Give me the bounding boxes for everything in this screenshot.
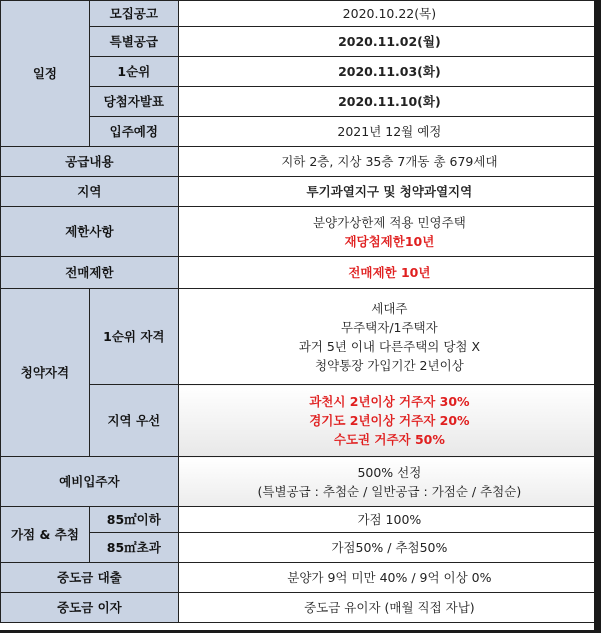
interest-label: 중도금 이자	[1, 593, 179, 623]
loan-value: 분양가 9억 미만 40% / 9억 이상 0%	[178, 563, 600, 593]
eligibility-first-line-1: 세대주	[371, 300, 408, 316]
eligibility-first-label: 1순위 자격	[89, 289, 178, 385]
reserve-value	[178, 457, 600, 507]
schedule-label-winner: 당첨자발표	[89, 87, 178, 117]
eligibility-first-value	[178, 289, 600, 385]
restriction-line-1: 분양가상한제 적용 민영주택	[312, 214, 466, 230]
eligibility-priority-value	[178, 385, 600, 457]
region-value: 투기과열지구 및 청약과열지역	[178, 177, 600, 207]
right-border-strip	[594, 0, 601, 633]
eligibility-priority-label: 지역 우선	[89, 385, 178, 457]
resale-text: 전매제한 10년	[348, 265, 431, 280]
points-value-small: 가점 100%	[178, 507, 600, 533]
eligibility-first-line-4: 청약통장 가입기간 2년이상	[315, 357, 464, 373]
supply-label: 공급내용	[1, 147, 179, 177]
resale-value	[178, 257, 600, 289]
schedule-value-movein: 2021년 12월 예정	[178, 117, 600, 147]
interest-value: 중도금 유이자 (매월 직접 자납)	[178, 593, 600, 623]
reserve-line-2: (특별공급 : 추첨순 / 일반공급 : 가점순 / 추첨순)	[257, 483, 522, 499]
priority-line-2: 경기도 2년이상 거주자 20%	[309, 413, 470, 428]
schedule-label-notice: 모집공고	[89, 1, 178, 27]
region-label: 지역	[1, 177, 179, 207]
reserve-label: 예비입주자	[1, 457, 179, 507]
points-label-large: 85㎡초과	[89, 533, 178, 563]
schedule-label-special: 특별공급	[89, 27, 178, 57]
schedule-value-first: 2020.11.03(화)	[178, 57, 600, 87]
eligibility-first-line-2: 무주택자/1주택자	[341, 319, 438, 335]
schedule-value-special: 2020.11.02(월)	[178, 27, 600, 57]
schedule-value-notice: 2020.10.22(목)	[178, 1, 600, 27]
schedule-label-movein: 입주예정	[89, 117, 178, 147]
eligibility-group-label: 청약자격	[1, 289, 90, 457]
supply-value: 지하 2층, 지상 35층 7개동 총 679세대	[178, 147, 600, 177]
reserve-line-1: 500% 선정	[357, 464, 422, 480]
priority-line-1: 과천시 2년이상 거주자 30%	[309, 394, 470, 409]
schedule-group-label: 일정	[1, 1, 90, 147]
schedule-label-first: 1순위	[89, 57, 178, 87]
points-value-large: 가점50% / 추첨50%	[178, 533, 600, 563]
loan-label: 중도금 대출	[1, 563, 179, 593]
schedule-value-winner: 2020.11.10(화)	[178, 87, 600, 117]
points-group-label: 가점 & 추첨	[1, 507, 90, 563]
eligibility-first-line-3: 과거 5년 이내 다른주택의 당첨 X	[298, 338, 481, 354]
restriction-label: 제한사항	[1, 207, 179, 257]
restriction-line-2: 재당첨제한10년	[344, 233, 435, 249]
priority-line-3: 수도권 거주자 50%	[333, 432, 445, 447]
resale-label: 전매제한	[1, 257, 179, 289]
points-label-small: 85㎡이하	[89, 507, 178, 533]
restriction-value	[178, 207, 600, 257]
